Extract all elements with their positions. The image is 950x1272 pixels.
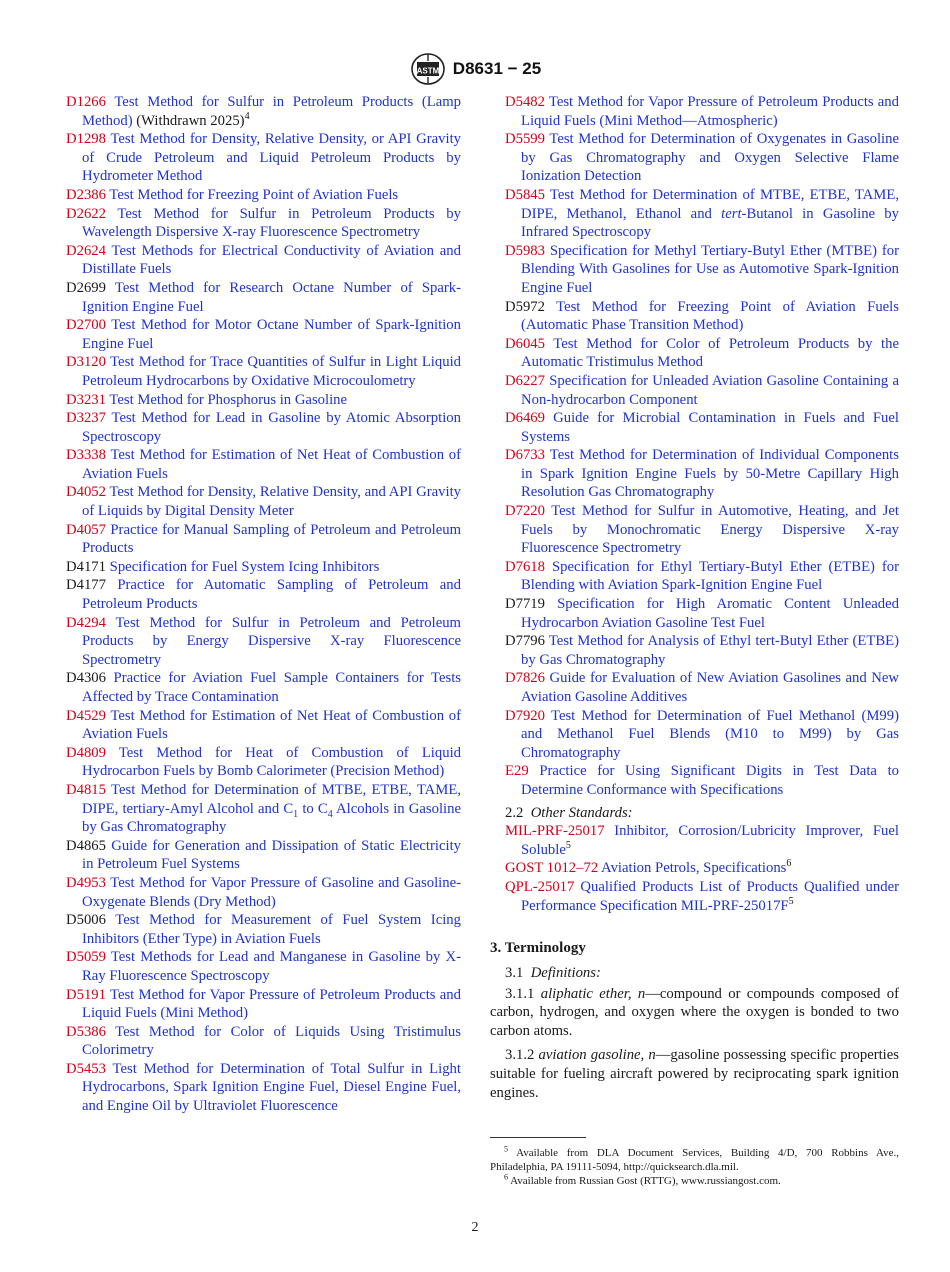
reference-item (66, 837, 461, 874)
reference-item (66, 781, 461, 837)
reference-title-link[interactable] (82, 708, 461, 743)
reference-item (505, 878, 899, 915)
reference-title-link[interactable] (521, 187, 899, 240)
footnote (490, 1174, 899, 1188)
footnote-reference: 4 (244, 110, 250, 122)
reference-title-text: Test Method for Sulfur in Automotive, Heating, and Jet Fuels by Monochromatic Energy Dispersive X-ray Fluorescence Spectrometry (521, 503, 899, 557)
reference-item (505, 130, 899, 186)
page-number: 2 (471, 1220, 479, 1235)
definition-number: 3.1.2 (505, 1047, 535, 1064)
reference-title-link[interactable] (521, 763, 899, 798)
reference-title-text: Test Methods for Lead and Manganese in Gasoline by X-Ray Fluorescence Spectroscopy (82, 949, 461, 984)
definition-text: —gasoline possessing specific properties suitable for fueling aircraft powered by reciprocating spark ignition engines. (490, 1047, 899, 1101)
reference-title-text: Test Methods for Electrical Conductivity of Aviation and Distillate Fuels (82, 242, 461, 278)
other-standards-label: Other Standards: (530, 804, 633, 821)
reference-title-link[interactable] (82, 838, 461, 873)
reference-item (505, 242, 899, 298)
reference-title-link[interactable] (82, 522, 461, 557)
reference-title-text: Test Method for Estimation of Net Heat of Combustion of Aviation Fuels (82, 707, 461, 743)
definitions-label: Definitions: (530, 965, 601, 981)
reference-title-text: Guide for Microbial Contamination in Fuels and Fuel Systems (521, 410, 900, 445)
reference-item (66, 614, 461, 670)
definitions-number: 3.1 (505, 965, 524, 981)
reference-item (66, 130, 461, 186)
reference-item (505, 409, 899, 446)
reference-item (66, 948, 461, 985)
reference-title-text: Test Method for Determination of MTBE, ETBE, TAME, DIPE, tertiary-Amyl Alcohol and C (82, 781, 461, 817)
reference-title-text: to C (298, 800, 328, 817)
reference-code-link[interactable]: D4809 (66, 744, 106, 761)
reference-title-link[interactable] (521, 410, 899, 445)
reference-title-text: Test Method for Sulfur in Petroleum Products by Wavelength Dispersive X-ray Fluorescence Spectrometry (82, 205, 461, 241)
reference-code-link[interactable]: D6045 (505, 335, 545, 352)
reference-code-link[interactable]: D3120 (66, 354, 106, 371)
reference-title-text: Test Method for Determination of Fuel Methanol (M99) and Methanol Fuel Blends (M10 to M99) by Gas Chromatography (521, 707, 899, 761)
reference-code-link[interactable]: D4177 (66, 577, 106, 594)
reference-title-text: Test Method for Measurement of Fuel System Icing Inhibitors (Ether Type) in Aviation Fuels (82, 912, 461, 947)
right-column-references (505, 93, 899, 915)
reference-title-link[interactable] (521, 670, 899, 705)
reference-title-link[interactable] (82, 615, 461, 668)
reference-title-text: Test Method for Lead in Gasoline by Atomic Absorption Spectroscopy (82, 410, 461, 445)
reference-title-text: Guide for Generation and Dissipation of Static Electricity in Petroleum Fuel Systems (82, 837, 461, 873)
reference-item (66, 242, 461, 279)
reference-title-text: Test Method for Trace Quantities of Sulfur in Light Liquid Petroleum Hydrocarbons by Oxidative Microcoulometry (82, 354, 461, 389)
reference-code-link[interactable]: D4171 (66, 558, 106, 575)
reference-code-link[interactable]: D5006 (66, 912, 106, 929)
reference-item (66, 483, 461, 520)
reference-title-link[interactable] (82, 410, 461, 445)
reference-title-link[interactable] (82, 782, 461, 835)
reference-title-text: Test Method for Determination of Individual Components in Spark Ignition Engine Fuels by 50-Metre Capillary High Resolution Gas Chromatography (521, 447, 899, 501)
footnote-divider (490, 1137, 586, 1138)
reference-code-link[interactable]: D7618 (505, 558, 545, 575)
reference-code-link[interactable]: D4306 (66, 670, 106, 687)
reference-title-link[interactable] (521, 243, 899, 296)
footnote-mark: 5 (504, 1144, 508, 1154)
reference-title-link[interactable] (521, 447, 899, 500)
reference-title-text: Practice for Manual Sampling of Petroleum and Petroleum Products (82, 521, 461, 557)
other-standards-number: 2.2 (505, 804, 524, 821)
terminology-heading: 3. Terminology (490, 940, 586, 956)
reference-code-link[interactable]: D7719 (505, 596, 545, 613)
reference-title-text: Test Method for Freezing Point of Aviation Fuels (Automatic Phase Transition Method) (521, 298, 899, 334)
other-standards-heading (505, 804, 899, 823)
reference-title-link[interactable] (82, 745, 461, 780)
reference-code-link[interactable]: D6733 (505, 447, 545, 464)
reference-code-link[interactable]: E29 (505, 763, 529, 780)
reference-item (505, 632, 899, 669)
reference-item (505, 595, 899, 632)
reference-item (66, 874, 461, 911)
reference-title-text: Inhibitor, Corrosion/Lubricity Improver, Fuel Soluble (521, 823, 899, 858)
footnote-reference: 5 (565, 839, 571, 851)
reference-code-link[interactable]: D5453 (66, 1060, 106, 1077)
reference-title-text: Qualified Products List of Products Qualified under Performance Specification MIL-PRF-25017F (521, 878, 899, 914)
reference-title-text: Practice for Using Significant Digits in Test Data to Determine Conformance with Specifications (521, 763, 899, 798)
reference-title-link[interactable] (82, 206, 461, 241)
reference-code-link[interactable]: D3338 (66, 447, 106, 464)
reference-code-link[interactable]: D7796 (505, 633, 545, 650)
reference-title-text: Aviation Petrols, Specifications (601, 860, 787, 877)
reference-code-link[interactable]: D5386 (66, 1023, 106, 1040)
reference-title-text: Test Method for Color of Liquids Using Tristimulus Colorimetry (82, 1023, 461, 1059)
footnote-reference: 5 (788, 895, 794, 907)
reference-title-link[interactable] (521, 879, 899, 914)
svg-text:ASTM: ASTM (416, 66, 440, 76)
definition-item (490, 1046, 899, 1102)
reference-code-link[interactable]: D5845 (505, 186, 545, 203)
footnote-reference: 6 (786, 858, 792, 870)
reference-item (505, 186, 899, 242)
reference-code-link[interactable]: D5972 (505, 298, 545, 315)
reference-title-text: Test Method for Heat of Combustion of Liquid Hydrocarbon Fuels by Bomb Calorimeter (Precision Method) (82, 744, 461, 780)
reference-title-text: Specification for Fuel System Icing Inhibitors (109, 558, 380, 575)
reference-title-text: Guide for Evaluation of New Aviation Gasolines and New Aviation Gasoline Additives (521, 670, 899, 705)
reference-code-link[interactable]: D5482 (505, 94, 545, 110)
reference-item (505, 707, 899, 763)
reference-item (66, 669, 461, 706)
reference-item (66, 1060, 461, 1116)
reference-item (505, 298, 899, 335)
reference-item (505, 669, 899, 706)
reference-item (505, 859, 899, 878)
reference-code-link[interactable]: D2700 (66, 317, 106, 334)
reference-title-text: Test Method for Density, Relative Density, and API Gravity of Liquids by Digital Density Meter (82, 484, 461, 520)
reference-item (66, 391, 461, 410)
terminology-definitions (490, 964, 899, 1104)
definitions-subheading (490, 964, 899, 983)
reference-title-link[interactable] (82, 912, 461, 947)
reference-code-link[interactable]: D4529 (66, 707, 106, 724)
reference-title-link[interactable] (521, 373, 899, 408)
reference-title-link[interactable] (521, 708, 899, 761)
reference-title-link[interactable] (82, 577, 461, 612)
reference-title-text: Test Method for Vapor Pressure of Petroleum Products and Liquid Fuels (Mini Method) (82, 986, 461, 1022)
reference-item (505, 446, 899, 502)
reference-code-link[interactable]: D6469 (505, 410, 545, 427)
reference-title-text: Specification for Methyl Tertiary-Butyl Ether (MTBE) for Blending With Gasolines for Use as Automotive Spark-Ignition Engine Fuel (521, 242, 899, 296)
reference-title-link[interactable] (521, 131, 899, 184)
definition-number: 3.1.1 (505, 985, 535, 1002)
reference-code-link[interactable]: D2622 (66, 205, 106, 222)
footnote-mark: 6 (504, 1172, 508, 1182)
reference-code-link[interactable]: D4815 (66, 781, 106, 798)
reference-title-text: Test Method for Freezing Point of Aviation Fuels (109, 186, 399, 203)
reference-item (66, 316, 461, 353)
reference-item (66, 1023, 461, 1060)
reference-title-text: Specification for High Aromatic Content Unleaded Hydrocarbon Aviation Gasoline Test Fuel (521, 596, 900, 631)
reference-title-link[interactable] (82, 447, 461, 482)
reference-title-link[interactable] (521, 94, 899, 129)
reference-title-link[interactable] (82, 484, 461, 519)
reference-item (66, 707, 461, 744)
definition-item (490, 985, 899, 1041)
reference-code-link[interactable]: D4057 (66, 521, 106, 538)
reference-item (66, 558, 461, 577)
reference-title-text: Alcohols in Gasoline by Gas Chromatography (82, 800, 462, 836)
reference-title-text: Specification for Ethyl Tertiary-Butyl Ether (ETBE) for Blending with Aviation Spark-Ignition Engine Fuel (521, 558, 900, 594)
reference-title-link[interactable] (521, 336, 899, 371)
reference-code-link[interactable]: D1298 (66, 131, 106, 148)
definition-term: aliphatic ether, n (540, 985, 646, 1002)
reference-title-link[interactable] (109, 187, 398, 203)
reference-code-link[interactable]: D2386 (66, 186, 106, 203)
reference-code-link[interactable]: D5059 (66, 949, 106, 966)
reference-item (66, 353, 461, 390)
reference-code-link[interactable]: D3231 (66, 391, 106, 408)
reference-item (66, 576, 461, 613)
reference-code-link[interactable]: D2699 (66, 279, 106, 296)
reference-code-link[interactable]: D5599 (505, 131, 545, 148)
reference-item (66, 93, 461, 130)
reference-item (505, 372, 899, 409)
reference-code-link[interactable]: D4865 (66, 837, 106, 854)
subscript: 1 (293, 808, 299, 820)
reference-title-link[interactable] (521, 633, 899, 668)
reference-title-link[interactable] (82, 1024, 461, 1059)
reference-code-link[interactable]: D5983 (505, 242, 545, 259)
reference-item (66, 986, 461, 1023)
reference-title-text: Test Method for Phosphorus in Gasoline (109, 391, 348, 408)
reference-title-link[interactable] (82, 280, 461, 315)
reference-title-text: Test Method for Vapor Pressure of Gasoline and Gasoline-Oxygenate Blends (Dry Method) (82, 874, 461, 910)
reference-title-link[interactable] (521, 596, 899, 631)
reference-code-link[interactable]: GOST 1012–72 (505, 860, 599, 877)
reference-code-link[interactable]: D5191 (66, 986, 106, 1003)
reference-item (66, 446, 461, 483)
reference-title-text: Test Method for Density, Relative Density, or API Gravity of Crude Petroleum and Liquid Petroleum Products by Hydrometer Method (82, 131, 461, 185)
reference-item (505, 335, 899, 372)
reference-title-link[interactable] (82, 875, 461, 910)
reference-title-text: Test Method for Color of Petroleum Products by the Automatic Tristimulus Method (521, 335, 899, 371)
reference-item (66, 911, 461, 948)
reference-item (505, 558, 899, 595)
reference-item (505, 502, 899, 558)
reference-title-text: Practice for Automatic Sampling of Petroleum and Petroleum Products (82, 577, 461, 613)
reference-title-text: Test Method for Determination of Oxygenates in Gasoline by Gas Chromatography and Oxygen Selective Flame Ionization Detection (521, 131, 899, 185)
reference-title-italic: tert (721, 205, 742, 222)
reference-title-text: Test Method for Motor Octane Number of Spark-Ignition Engine Fuel (82, 317, 461, 352)
footnote-text: Available from DLA Document Services, Building 4/D, 700 Robbins Ave., Philadelphia, PA 19111-5094, http://quicksearch.dla.mil. (490, 1147, 899, 1173)
reference-title-link[interactable] (521, 503, 899, 556)
reference-title-text: Test Method for Determination of MTBE, ETBE, TAME, DIPE, Methanol, Ethanol and (521, 186, 899, 222)
reference-code-link[interactable]: MIL-PRF-25017 (505, 823, 605, 840)
withdrawn-note: (Withdrawn 2025) (132, 112, 245, 129)
reference-item (66, 521, 461, 558)
footnote-text: Available from Russian Gost (RTTG), www.russiangost.com. (510, 1175, 781, 1187)
document-id: D8631 − 25 (452, 59, 542, 78)
reference-code-link[interactable]: D7220 (505, 503, 545, 520)
astm-logo-icon (409, 52, 447, 86)
reference-title-text: Test Method for Sulfur in Petroleum Products (Lamp Method) (82, 94, 461, 129)
reference-item (66, 744, 461, 781)
reference-code-link[interactable]: D6227 (505, 372, 545, 389)
reference-title-text: Practice for Aviation Fuel Sample Containers for Tests Affected by Trace Contamination (82, 670, 462, 705)
reference-title-text: Test Method for Estimation of Net Heat of Combustion of Aviation Fuels (82, 447, 461, 482)
reference-title-text: Test Method for Research Octane Number of Spark-Ignition Engine Fuel (82, 279, 461, 315)
definition-text: —compound or compounds composed of carbon, hydrogen, and oxygen where the oxygen is bonded to two carbon atoms. (490, 985, 899, 1039)
reference-title-link[interactable] (601, 860, 786, 876)
reference-item (66, 205, 461, 242)
reference-title-link[interactable] (82, 987, 461, 1022)
footnotes (490, 1146, 899, 1188)
reference-title-text: Test Method for Analysis of Ethyl tert-Butyl Ether (ETBE) by Gas Chromatography (521, 633, 899, 668)
reference-title-link[interactable] (521, 299, 899, 334)
reference-code-link[interactable]: D7920 (505, 707, 545, 724)
reference-title-text: -Butanol in Gasoline by Infrared Spectroscopy (521, 205, 899, 241)
page-header (0, 52, 950, 86)
reference-title-link[interactable] (82, 949, 461, 984)
reference-item (505, 762, 899, 799)
reference-code-link[interactable]: D4953 (66, 874, 106, 891)
left-column-references (66, 93, 461, 1116)
reference-title-link[interactable] (109, 392, 347, 408)
reference-title-text: Test Method for Sulfur in Petroleum and Petroleum Products by Energy Dispersive X-ray Fluorescence Spectrometry (82, 614, 461, 668)
footnote (490, 1146, 899, 1174)
reference-item (505, 822, 899, 859)
reference-item (66, 279, 461, 316)
reference-item (66, 409, 461, 446)
reference-title-text: Test Method for Determination of Total Sulfur in Light Hydrocarbons, Spark Ignition Engine Fuel, Diesel Engine Fuel, and Engine Oil by Ultraviolet Fluorescence (82, 1060, 461, 1115)
reference-title-link[interactable] (110, 559, 380, 575)
reference-item (505, 93, 899, 130)
reference-title-text: Specification for Unleaded Aviation Gasoline Containing a Non-hydrocarbon Component (521, 372, 899, 408)
definition-term: aviation gasoline, n (538, 1047, 656, 1064)
reference-code-link[interactable]: D4052 (66, 484, 106, 501)
subscript: 4 (327, 808, 333, 820)
reference-code-link[interactable]: D7826 (505, 670, 545, 687)
reference-title-link[interactable] (82, 243, 461, 278)
reference-code-link[interactable]: D1266 (66, 94, 106, 110)
reference-item (66, 186, 461, 205)
reference-title-link[interactable] (82, 1061, 461, 1114)
reference-title-link[interactable] (82, 670, 461, 705)
reference-title-link[interactable] (82, 317, 461, 352)
reference-title-link[interactable] (82, 131, 461, 184)
reference-code-link[interactable]: D2624 (66, 242, 106, 259)
reference-code-link[interactable]: D3237 (66, 410, 106, 427)
reference-title-text: Test Method for Vapor Pressure of Petroleum Products and Liquid Fuels (Mini Method—Atmospheric) (521, 94, 899, 129)
reference-code-link[interactable]: QPL-25017 (505, 878, 575, 895)
reference-code-link[interactable]: D4294 (66, 614, 106, 631)
reference-title-link[interactable] (521, 559, 899, 594)
reference-title-link[interactable] (82, 354, 461, 389)
